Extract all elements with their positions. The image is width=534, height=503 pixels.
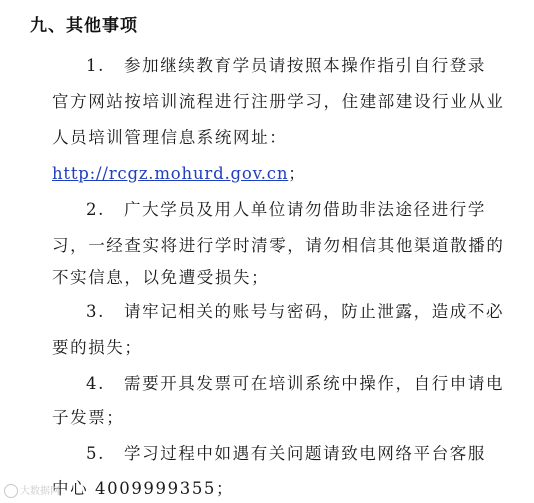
list-item-2-line-3: 不实信息，以免遭受损失；	[52, 268, 270, 287]
list-item-3-line-1	[86, 298, 504, 322]
item-number: 2.	[86, 200, 105, 219]
list-item-1-line-3: 人员培训管理信息系统网址：	[52, 128, 288, 147]
item-text: 参加继续教育学员请按照本操作指引自行登录	[124, 56, 486, 75]
list-item-2-line-1	[86, 196, 486, 220]
list-item-3-line-2: 要的损失；	[52, 338, 143, 357]
watermark-text: 大数据网	[20, 486, 60, 497]
list-item-4-line-2: 子发票；	[52, 408, 125, 427]
item-text: 请牢记相关的账号与密码，防止泄露，造成不必	[124, 302, 505, 321]
item-text: 广大学员及用人单位请勿借助非法途径进行学	[124, 200, 486, 219]
list-item-1-line-2: 官方网站按培训流程进行注册学习，住建部建设行业从业	[52, 92, 505, 111]
item-number: 5.	[86, 444, 105, 463]
list-item-5-line-2: 中心 4009999355；	[52, 479, 235, 498]
section-heading: 九、其他事项	[30, 16, 138, 36]
list-item-2-line-2: 习，一经查实将进行学时清零，请勿相信其他渠道散播的	[52, 236, 505, 255]
item-text: 需要开具发票可在培训系统中操作，自行申请电	[124, 374, 505, 393]
list-item-4-line-1	[86, 370, 504, 394]
item-number: 1.	[86, 56, 105, 75]
website-link[interactable]: http://rcgz.mohurd.gov.cn	[52, 164, 289, 183]
item-number: 3.	[86, 302, 105, 321]
link-suffix: ；	[288, 164, 307, 183]
item-text: 学习过程中如遇有关问题请致电网络平台客服	[124, 444, 486, 463]
list-item-1-line-4	[52, 160, 306, 184]
list-item-5-line-1	[86, 440, 486, 464]
watermark-logo-icon	[4, 484, 18, 498]
watermark	[4, 482, 60, 498]
list-item-1-line-1	[86, 52, 486, 76]
item-number: 4.	[86, 374, 105, 393]
